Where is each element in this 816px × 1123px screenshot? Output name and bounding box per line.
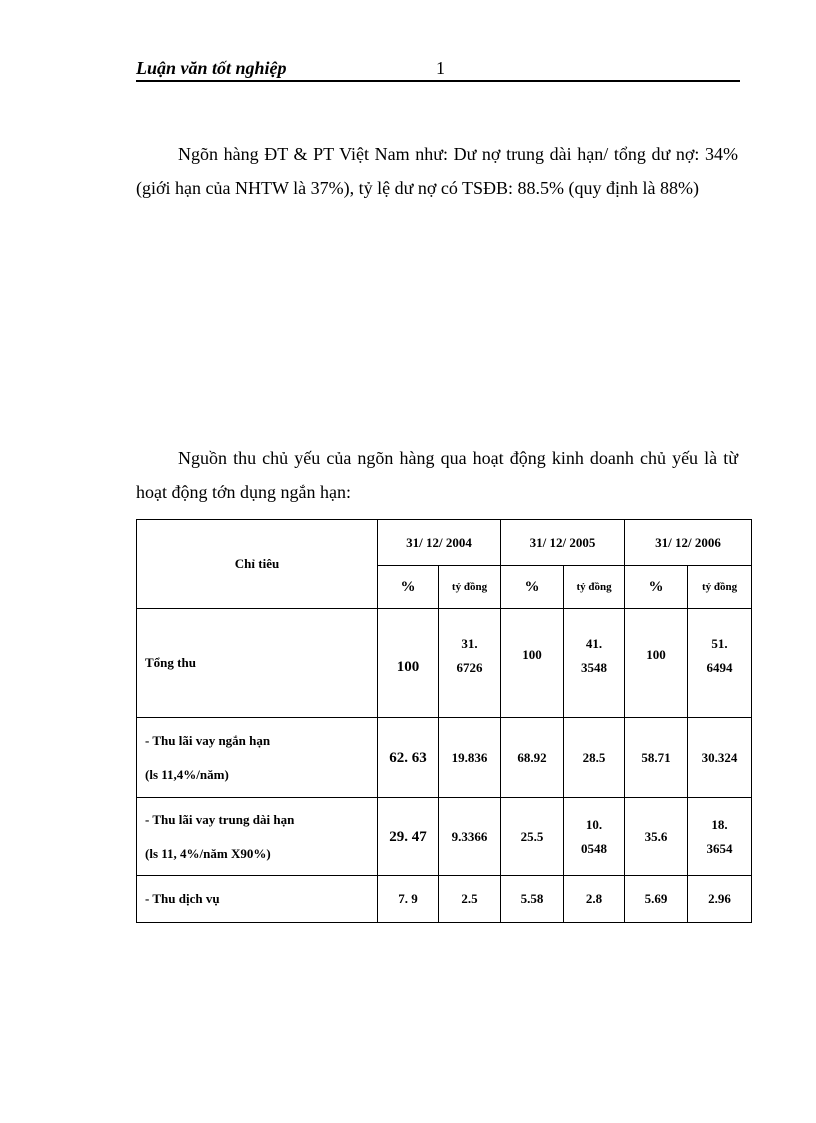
page-number: 1 <box>436 58 445 78</box>
row-label: - Thu lãi vay ngắn hạn (ls 11,4%/năm) <box>137 718 378 798</box>
cell-percent: 62. 63 <box>378 718 439 798</box>
document-title: Luận văn tốt nghiệp <box>136 58 287 78</box>
cell-amount: 28.5 <box>564 718 625 798</box>
cell-percent: 29. 47 <box>378 798 439 876</box>
cell-percent: 7. 9 <box>378 876 439 923</box>
year-header-2005: 31/ 12/ 2005 <box>501 520 625 566</box>
revenue-table <box>136 519 752 923</box>
cell-percent: 100 <box>625 609 688 718</box>
cell-percent: 25.5 <box>501 798 564 876</box>
table-row <box>137 876 752 923</box>
cell-amount: 2.5 <box>439 876 501 923</box>
table-row <box>137 609 752 718</box>
cell-percent: 58.71 <box>625 718 688 798</box>
cell-amount: 41. 3548 <box>564 609 625 718</box>
cell-amount: 19.836 <box>439 718 501 798</box>
amount-header: tỷ đồng <box>564 566 625 609</box>
table-row <box>137 718 752 798</box>
year-header-2006: 31/ 12/ 2006 <box>625 520 752 566</box>
paragraph-revenue-source: Nguồn thu chủ yếu của ngõn hàng qua hoạt động kinh doanh chủ yếu là từ hoạt động tớn dụng ngắn hạn: <box>136 448 738 502</box>
cell-amount: 10. 0548 <box>564 798 625 876</box>
cell-percent: 5.69 <box>625 876 688 923</box>
table-header-row <box>137 520 752 566</box>
cell-percent: 100 <box>501 609 564 718</box>
cell-amount: 51. 6494 <box>688 609 752 718</box>
cell-amount: 9.3366 <box>439 798 501 876</box>
amount-header: tỷ đồng <box>439 566 501 609</box>
year-header-2004: 31/ 12/ 2004 <box>378 520 501 566</box>
cell-amount: 2.96 <box>688 876 752 923</box>
cell-percent: 35.6 <box>625 798 688 876</box>
cell-amount: 2.8 <box>564 876 625 923</box>
row-label: - Thu dịch vụ <box>137 876 378 923</box>
percent-header: % <box>625 566 688 609</box>
paragraph-debt-ratio: Ngõn hàng ĐT & PT Việt Nam như: Dư nợ trung dài hạn/ tổng dư nợ: 34% (giới hạn của NHTW là 37%), tỷ lệ dư nợ có TSĐB: 88.5% (quy định là 88%) <box>136 144 738 198</box>
amount-header: tỷ đồng <box>688 566 752 609</box>
indicator-header: Chỉ tiêu <box>137 520 378 609</box>
cell-percent: 5.58 <box>501 876 564 923</box>
cell-amount: 30.324 <box>688 718 752 798</box>
row-label: Tổng thu <box>137 609 378 718</box>
cell-amount: 31. 6726 <box>439 609 501 718</box>
cell-amount: 18. 3654 <box>688 798 752 876</box>
row-label: - Thu lãi vay trung dài hạn (ls 11, 4%/năm X90%) <box>137 798 378 876</box>
cell-percent: 100 <box>378 609 439 718</box>
percent-header: % <box>501 566 564 609</box>
percent-header: % <box>378 566 439 609</box>
cell-percent: 68.92 <box>501 718 564 798</box>
page-header <box>136 58 740 82</box>
table-row <box>137 798 752 876</box>
